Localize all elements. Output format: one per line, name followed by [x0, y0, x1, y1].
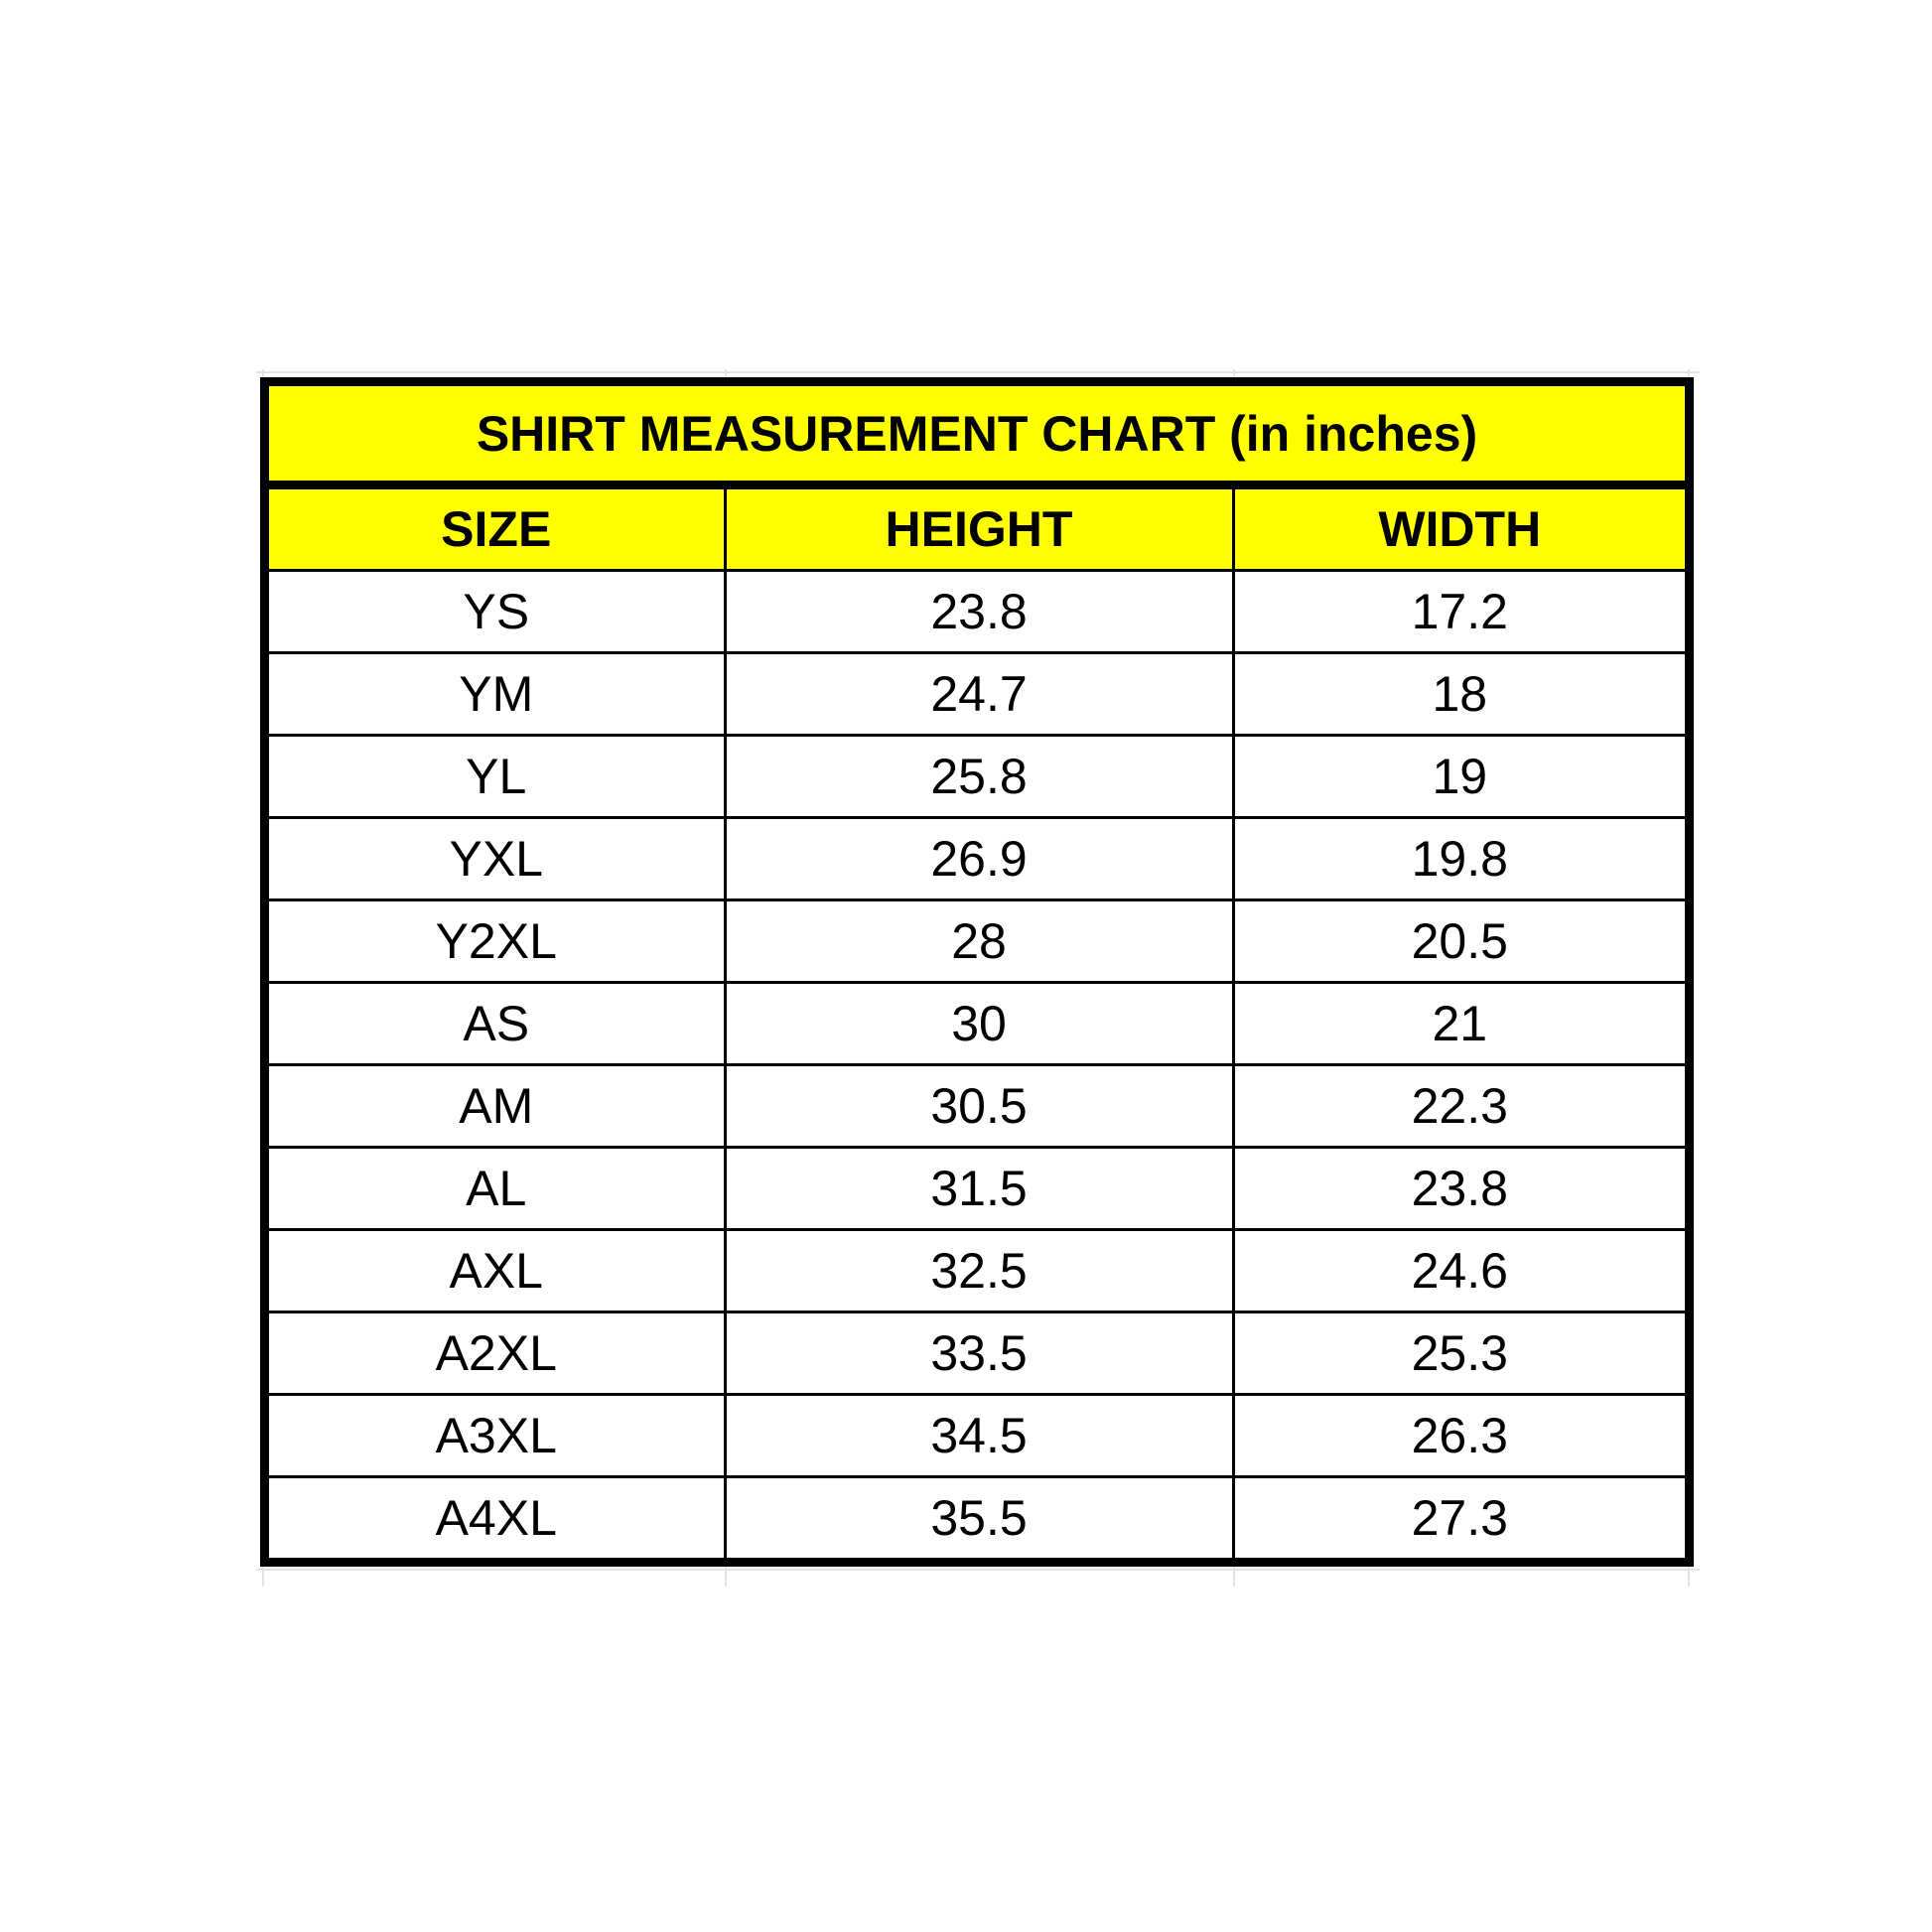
size-cell: Y2XL: [269, 900, 725, 983]
header-row: [269, 485, 1685, 571]
height-cell: 28: [725, 900, 1233, 983]
table-row: [269, 1395, 1685, 1477]
table-title: SHIRT MEASUREMENT CHART (in inches): [269, 386, 1685, 485]
table-row: [269, 818, 1685, 900]
size-cell: AL: [269, 1148, 725, 1230]
table-row: [269, 736, 1685, 818]
table-row: [269, 1230, 1685, 1312]
header-height: HEIGHT: [725, 485, 1233, 571]
height-cell: 33.5: [725, 1312, 1233, 1395]
size-cell: A2XL: [269, 1312, 725, 1395]
measurement-table: [269, 386, 1685, 1558]
title-row: [269, 386, 1685, 485]
table-row: [269, 1065, 1685, 1148]
width-cell: 20.5: [1233, 900, 1685, 983]
width-cell: 26.3: [1233, 1395, 1685, 1477]
width-cell: 21: [1233, 983, 1685, 1065]
size-cell: YXL: [269, 818, 725, 900]
width-cell: 23.8: [1233, 1148, 1685, 1230]
height-cell: 30.5: [725, 1065, 1233, 1148]
width-cell: 19: [1233, 736, 1685, 818]
size-cell: A4XL: [269, 1477, 725, 1558]
height-cell: 25.8: [725, 736, 1233, 818]
table-row: [269, 571, 1685, 653]
height-cell: 30: [725, 983, 1233, 1065]
table-row: [269, 1148, 1685, 1230]
width-cell: 27.3: [1411, 1490, 1508, 1547]
width-cell: 24.6: [1233, 1230, 1685, 1312]
height-cell: 23.8: [725, 571, 1233, 653]
width-cell: 19.8: [1233, 818, 1685, 900]
width-cell: 25.3: [1233, 1312, 1685, 1395]
height-cell: 32.5: [725, 1230, 1233, 1312]
height-cell: 34.5: [725, 1395, 1233, 1477]
width-cell: 22.3: [1233, 1065, 1685, 1148]
table-row: [269, 1312, 1685, 1395]
table-row: [269, 1477, 1685, 1558]
width-cell: 17.2: [1233, 571, 1685, 653]
header-size: SIZE: [269, 485, 725, 571]
gridline-horizontal: [256, 1569, 1700, 1571]
table-body: [269, 571, 1685, 1559]
height-cell: 24.7: [725, 653, 1233, 736]
height-cell: 31.5: [725, 1148, 1233, 1230]
size-cell: A3XL: [269, 1395, 725, 1477]
gridline-horizontal: [256, 371, 1700, 373]
height-cell: 35.5: [725, 1477, 1233, 1558]
measurement-table-frame: [260, 377, 1694, 1567]
size-cell: AS: [269, 983, 725, 1065]
size-cell: AM: [269, 1065, 725, 1148]
size-cell: YL: [269, 736, 725, 818]
size-cell: AXL: [269, 1230, 725, 1312]
height-cell: 26.9: [725, 818, 1233, 900]
table-row: [269, 983, 1685, 1065]
size-cell: YM: [269, 653, 725, 736]
table-row: [269, 900, 1685, 983]
size-cell: YS: [269, 571, 725, 653]
width-cell: 18: [1233, 653, 1685, 736]
header-width: WIDTH: [1233, 485, 1685, 571]
table-row: [269, 653, 1685, 736]
